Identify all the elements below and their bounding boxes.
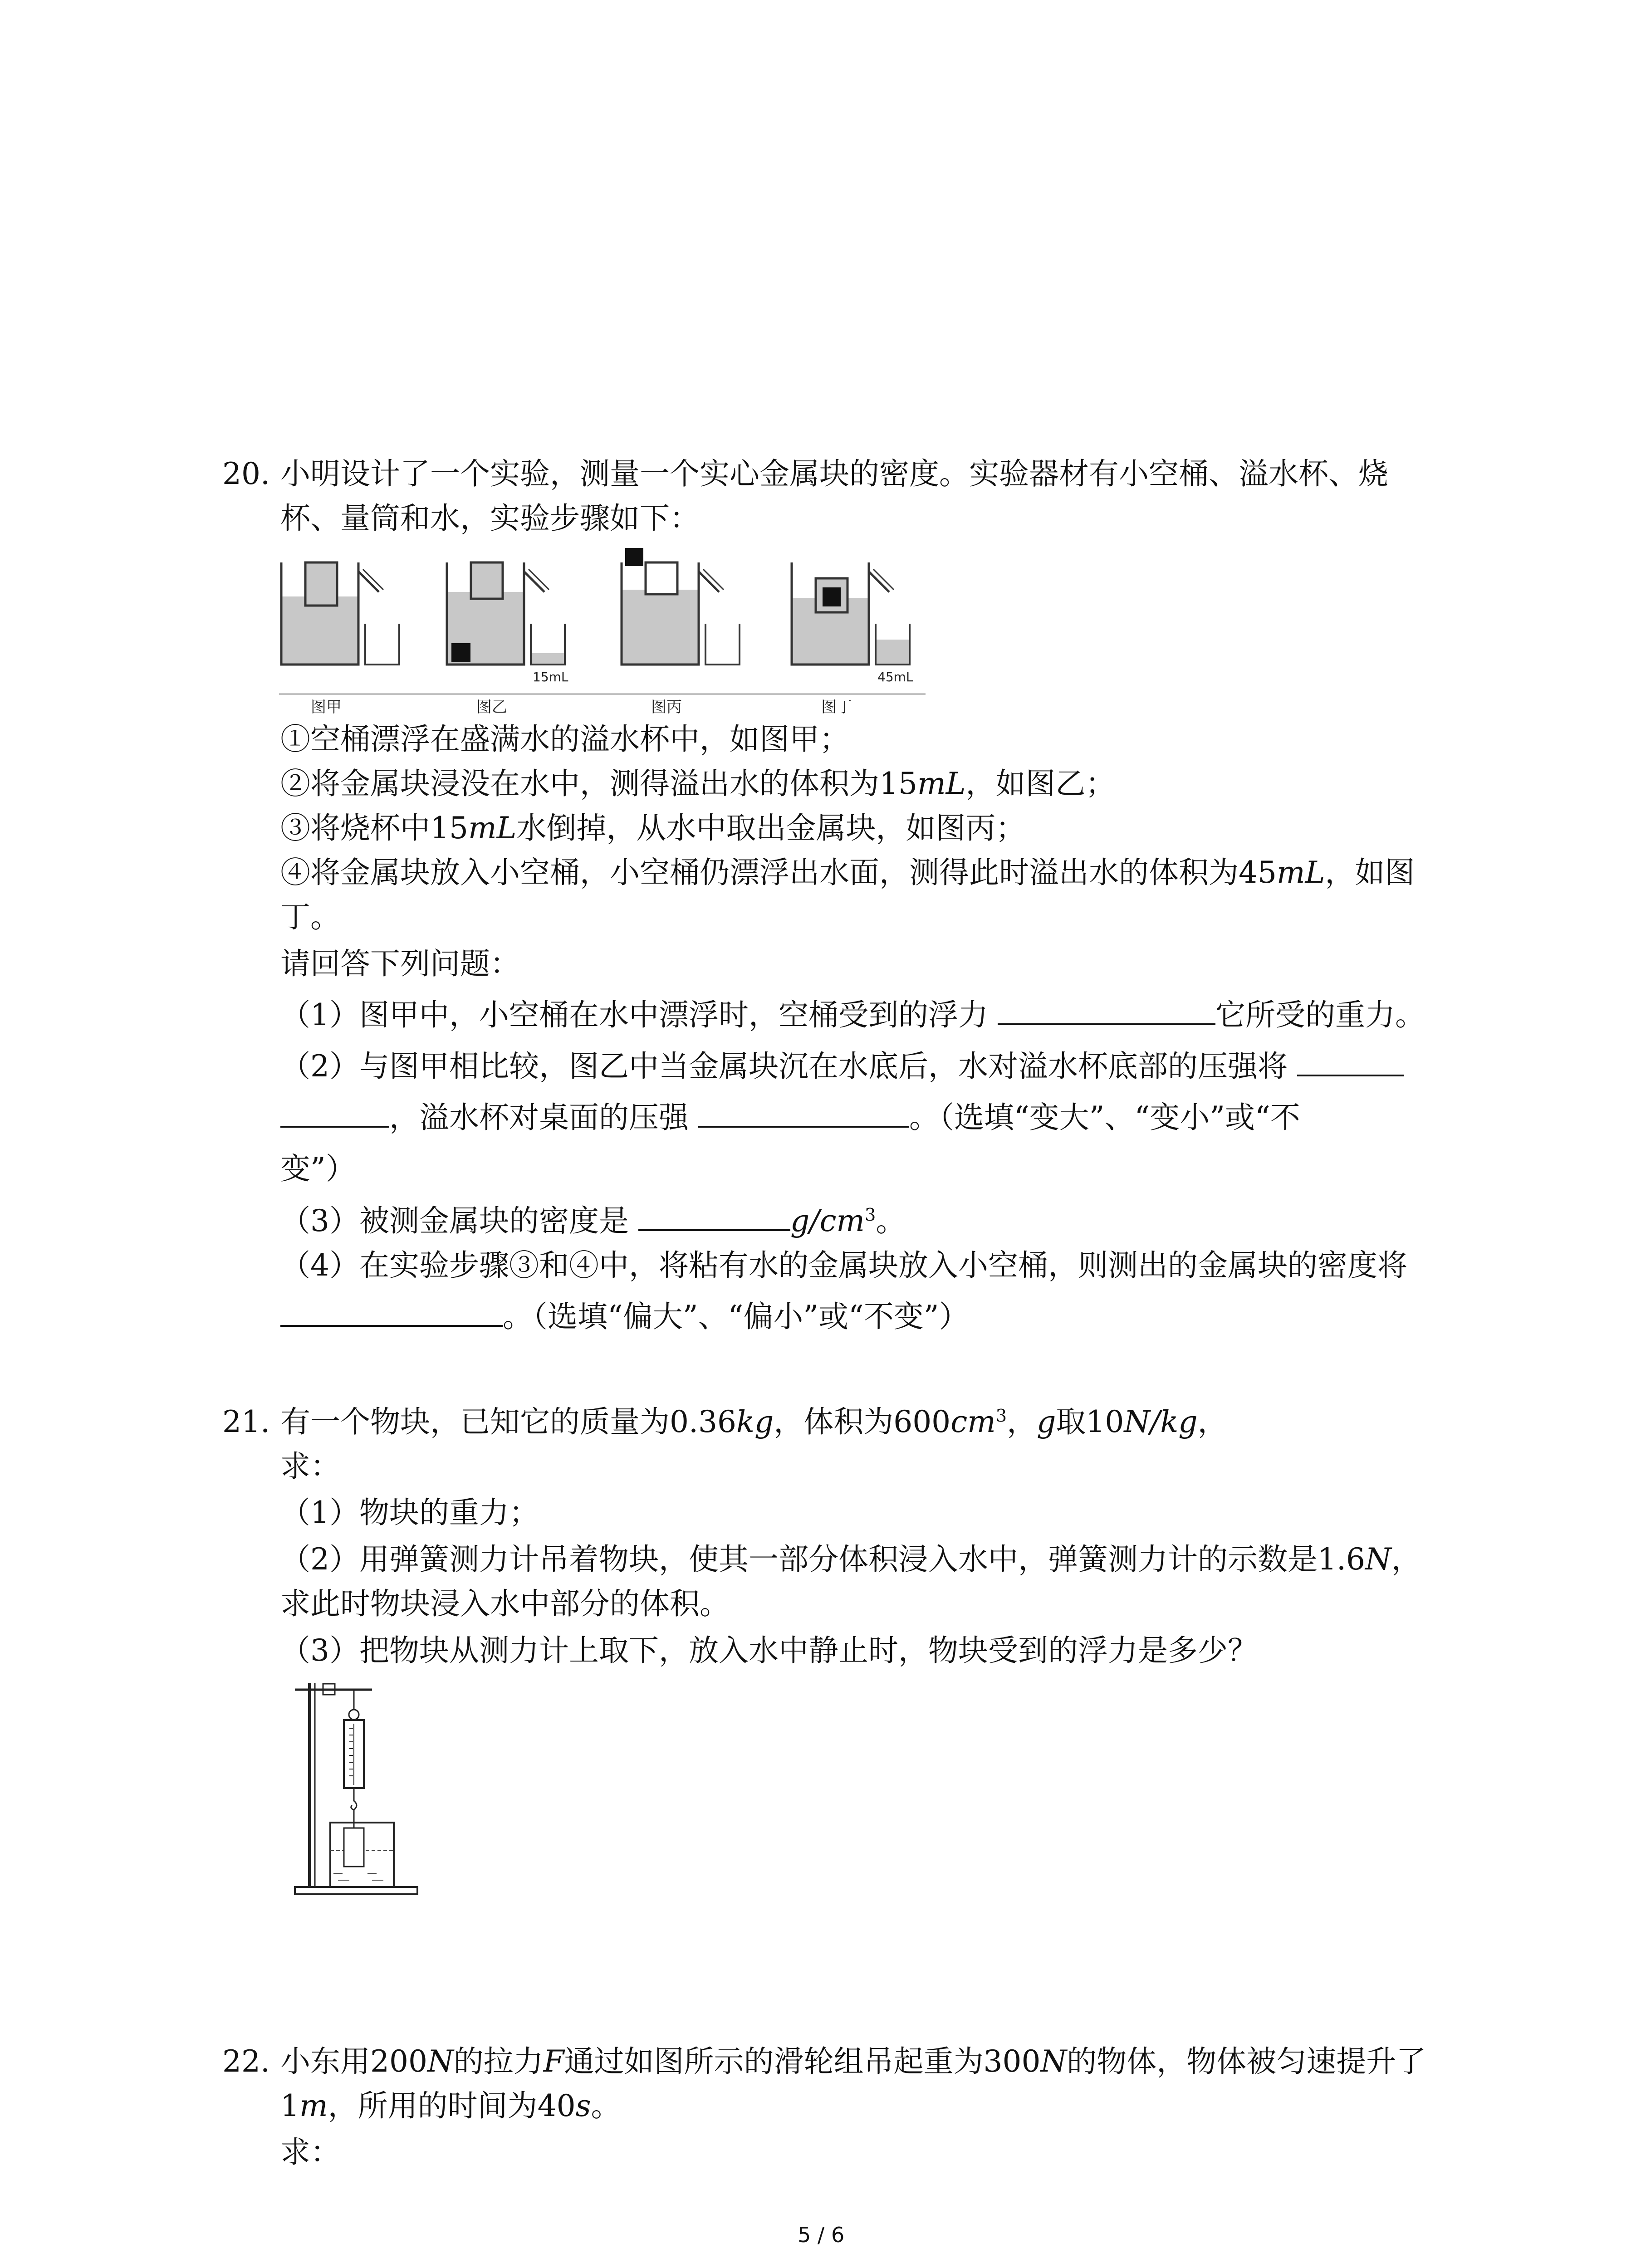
- label-ding: 图丁: [821, 698, 852, 716]
- figure-yi: [447, 562, 568, 684]
- answer-blank-4[interactable]: [280, 1297, 503, 1327]
- label-bing: 图丙: [651, 698, 682, 716]
- q20-part4: （4）在实验步骤③和④中，将粘有水的金属块放入小空桶，则测出的金属块的密度将: [280, 1248, 1407, 1283]
- q20-step2: ②将金属块浸没在水中，测得溢出水的体积为15mL，如图乙；: [280, 766, 1116, 801]
- reading-45ml: 45mL: [877, 670, 913, 684]
- figure-jia: [281, 562, 399, 665]
- q20-prompt: 请回答下列问题：: [280, 946, 520, 981]
- q20-stem-line2: 杯、量筒和水，实验步骤如下：: [280, 501, 700, 536]
- label-yi: 图乙: [476, 698, 507, 716]
- q21-figure: [281, 1674, 426, 1901]
- q21-number: 21.: [222, 1404, 270, 1439]
- q21-ask: 求：: [280, 1449, 340, 1484]
- q22-number: 22.: [222, 2044, 270, 2079]
- figure-ding: [792, 562, 913, 684]
- page-number: 5 / 6: [798, 2223, 845, 2247]
- q20-part2-cont: ，溢水杯对桌面的压强 。（选填“变大”、“变小”或“不: [280, 1097, 1300, 1138]
- q20-part2-end: 变”）: [280, 1151, 356, 1186]
- q20-part2: （2）与图甲相比较，图乙中当金属块沉在水底后，水对溢水杯底部的压强将: [280, 1046, 1404, 1087]
- q22-ask: 求：: [280, 2135, 340, 2170]
- answer-blank-2a[interactable]: [1297, 1046, 1404, 1076]
- q21-part1: （1）物块的重力；: [280, 1495, 539, 1530]
- figure-bing: [622, 548, 740, 665]
- q21-stem: 有一个物块，已知它的质量为0.36kg，体积为$600cm^3$，g取10N/kg，: [280, 1404, 1228, 1439]
- q20-part1: （1）图甲中，小空桶在水中漂浮时，空桶受到的浮力 它所受的重力。: [280, 995, 1425, 1036]
- q20-part4-cont: 。（选填“偏大”、“偏小”或“不变”）: [280, 1296, 969, 1337]
- answer-blank-2b[interactable]: [280, 1098, 389, 1128]
- q20-step4-cont: 丁。: [280, 899, 340, 934]
- answer-blank-3[interactable]: [638, 1201, 790, 1231]
- q20-number: 20.: [222, 456, 270, 491]
- q20-stem-line1: 小明设计了一个实验，测量一个实心金属块的密度。实验器材有小空桶、溢水杯、烧: [280, 456, 1388, 491]
- q21-part2: （2）用弹簧测力计吊着物块，使其一部分体积浸入水中，弹簧测力计的示数是1.6N，: [280, 1542, 1421, 1577]
- q20-step1: ①空桶漂浮在盛满水的溢水杯中，如图甲；: [280, 722, 849, 757]
- answer-blank-2c[interactable]: [698, 1098, 909, 1128]
- q21-part2-cont: 求此时物块浸入水中部分的体积。: [280, 1586, 730, 1621]
- q20-step4: ④将金属块放入小空桶，小空桶仍漂浮出水面，测得此时溢出水的体积为45mL，如图: [280, 855, 1415, 890]
- q21-part3: （3）把物块从测力计上取下，放入水中静止时，物块受到的浮力是多少？: [280, 1633, 1258, 1668]
- reading-15ml: 15mL: [533, 670, 568, 684]
- q20-part3: （3）被测金属块的密度是 $g/cm^3$。: [280, 1201, 906, 1242]
- q20-figure: [272, 544, 953, 717]
- q20-step3: ③将烧杯中15mL水倒掉，从水中取出金属块，如图丙；: [280, 811, 1026, 846]
- q22-stem-line2: 1m，所用的时间为40s。: [280, 2088, 621, 2123]
- answer-blank-1[interactable]: [998, 995, 1215, 1025]
- label-jia: 图甲: [311, 698, 342, 716]
- q22-stem-line1: 小东用200N的拉力F通过如图所示的滑轮组吊起重为300N的物体，物体被匀速提升了: [280, 2044, 1426, 2079]
